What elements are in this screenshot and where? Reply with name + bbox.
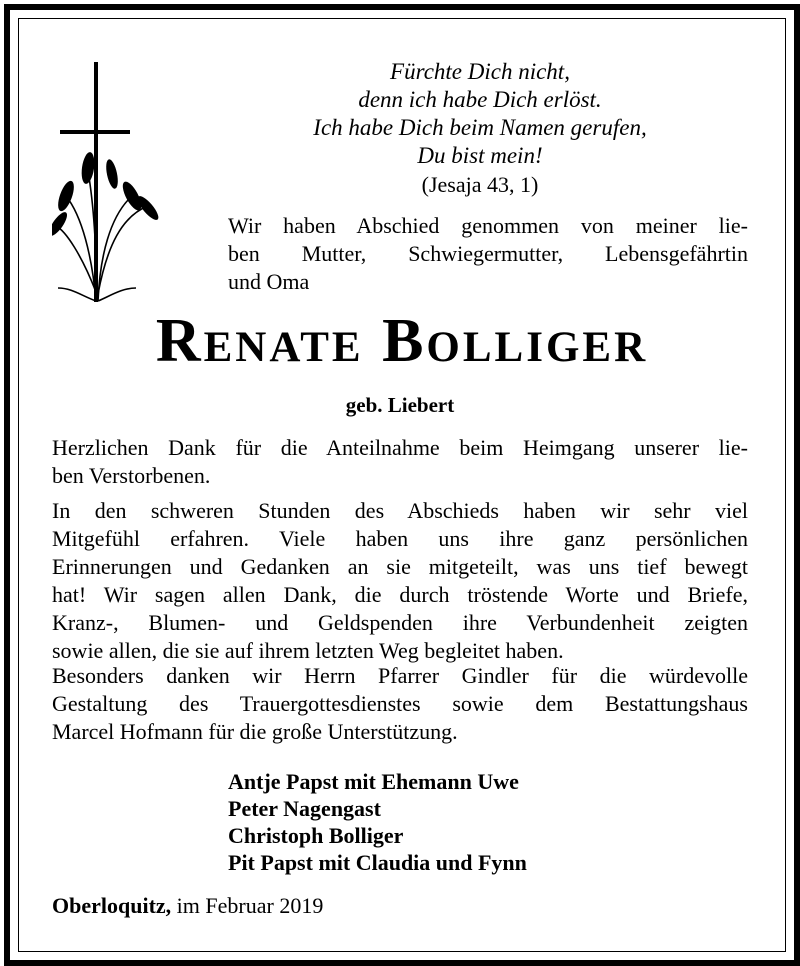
deceased-name bbox=[52, 306, 752, 377]
last-name: Bolliger bbox=[382, 307, 649, 375]
paragraph-line: ben Verstorbenen. bbox=[52, 463, 211, 488]
intro-line: Wir haben Abschied genommen von meiner lie- bbox=[228, 213, 748, 238]
paragraph-line: Mitgefühl erfahren. Viele haben uns ihre ganz persönlichen bbox=[52, 526, 748, 551]
paragraph-line: In den schweren Stunden des Abschieds haben wir sehr viel bbox=[52, 498, 748, 523]
verse-line: Ich habe Dich beim Namen gerufen, bbox=[313, 115, 647, 140]
verse-line: Fürchte Dich nicht, bbox=[390, 59, 570, 84]
signer: Antje Papst mit Ehemann Uwe bbox=[228, 769, 519, 794]
verse-reference: (Jesaja 43, 1) bbox=[421, 172, 539, 197]
verse-line: denn ich habe Dich erlöst. bbox=[358, 87, 602, 112]
verse-line: Du bist mein! bbox=[417, 143, 543, 168]
date: im Februar 2019 bbox=[176, 893, 324, 918]
bible-verse bbox=[250, 58, 710, 170]
paragraph-line: Herzlichen Dank für die Anteilnahme beim Heimgang unserer lie- bbox=[52, 435, 748, 460]
paragraph-line: sowie allen, die sie auf ihrem letzten Weg begleitet haben. bbox=[52, 638, 564, 663]
paragraph-line: Erinnerungen und Gedanken an sie mitgeteilt, was uns tief bewegt bbox=[52, 554, 748, 579]
first-name: Renate bbox=[155, 307, 364, 375]
intro-text bbox=[228, 212, 748, 296]
paragraph-line: Gestaltung des Trauergottesdienstes sowie dem Bestattungshaus bbox=[52, 691, 748, 716]
place: Oberloquitz, bbox=[52, 893, 172, 918]
signer: Peter Nagengast bbox=[228, 796, 381, 821]
paragraph-line: Marcel Hofmann für die große Unterstützung. bbox=[52, 719, 458, 744]
special-thanks-paragraph bbox=[52, 662, 748, 746]
signer: Christoph Bolliger bbox=[228, 823, 404, 848]
paragraph-line: Kranz-, Blumen- und Geldspenden ihre Verbundenheit zeigten bbox=[52, 610, 748, 635]
cross-wheat-motif bbox=[52, 56, 162, 306]
sympathy-paragraph bbox=[52, 497, 748, 665]
paragraph-line: Besonders danken wir Herrn Pfarrer Gindler für die würdevolle bbox=[52, 663, 748, 688]
signers-list bbox=[228, 768, 527, 876]
birth-name: geb. Liebert bbox=[345, 393, 455, 417]
thanks-paragraph bbox=[52, 434, 748, 490]
paragraph-line: hat! Wir sagen allen Dank, die durch tröstende Worte und Briefe, bbox=[52, 582, 748, 607]
place-date bbox=[52, 893, 323, 919]
intro-line: und Oma bbox=[228, 269, 310, 294]
intro-line: ben Mutter, Schwiegermutter, Lebensgefährtin bbox=[228, 241, 748, 266]
signer: Pit Papst mit Claudia und Fynn bbox=[228, 850, 527, 875]
